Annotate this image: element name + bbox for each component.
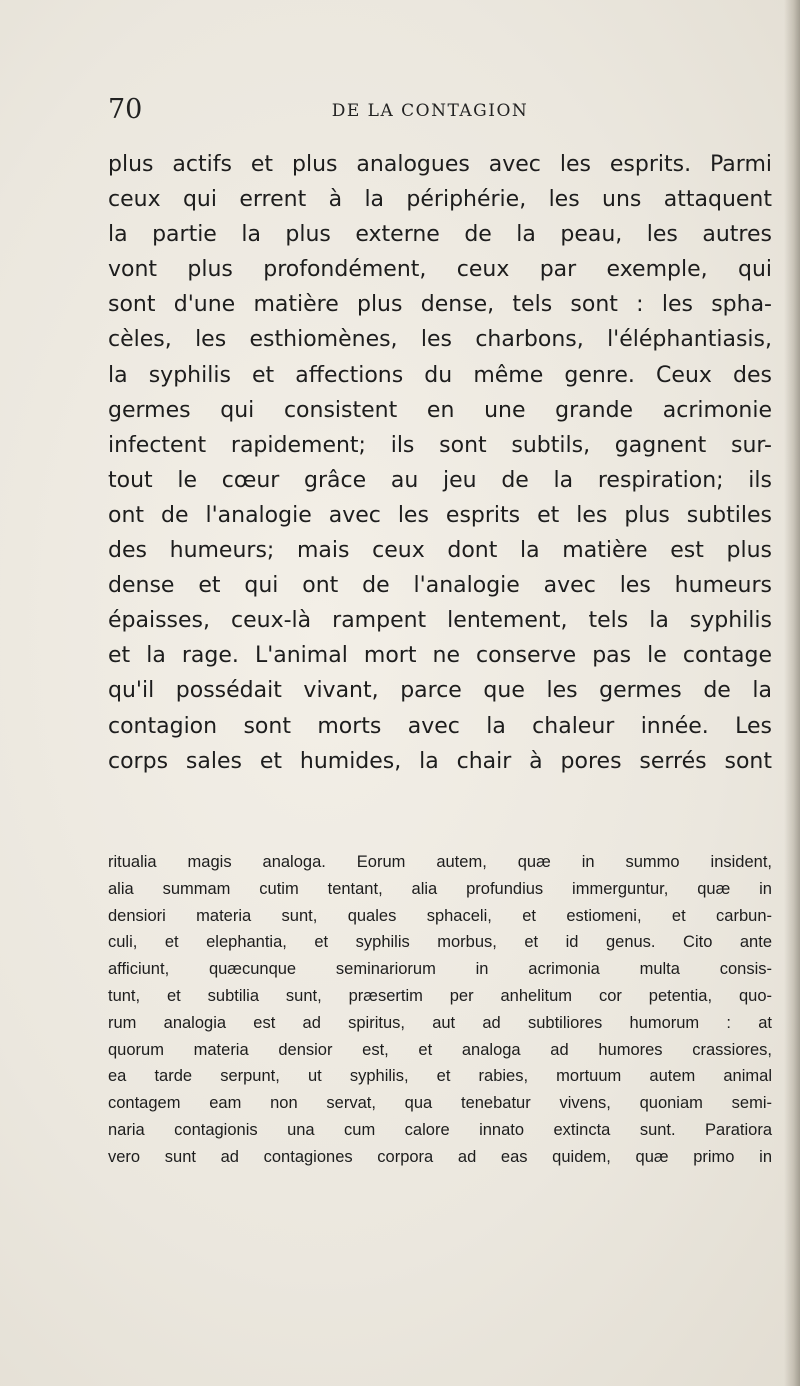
french-line: germes qui consistent en une grande acrimonie [108,397,772,423]
french-translation-block [108,147,772,779]
french-line: épaisses, ceux-là rampent lentement, tels la syphilis [108,608,772,634]
latin-line: ritualia magis analoga. Eorum autem, quæ in summo insident, [108,853,772,871]
latin-line: quorum materia densior est, et analoga ad humores crassiores, [108,1040,772,1059]
french-line: sont d'une matière plus dense, tels sont : les spha- [108,292,772,318]
latin-line: alia summam cutim tentant, alia profundius immerguntur, quæ in [108,879,772,898]
french-line: tout le cœur grâce au jeu de la respiration; ils [108,467,772,493]
french-line: la syphilis et affections du même genre. Ceux des [108,362,772,388]
french-line: corps sales et humides, la chair à pores serrés sont [108,748,772,774]
latin-footnote-block [108,849,772,1171]
latin-line: rum analogia est ad spiritus, aut ad subtiliores humorum : at [108,1013,772,1032]
french-line: vont plus profondément, ceux par exemple, qui [108,257,772,283]
french-line: ceux qui errent à la périphérie, les uns attaquent [108,187,772,213]
latin-line: tunt, et subtilia sunt, præsertim per anhelitum cor petentia, quo- [108,986,772,1005]
french-line: la partie la plus externe de la peau, les autres [108,222,772,248]
french-line: qu'il possédait vivant, parce que les germes de la [108,678,772,704]
french-line: et la rage. L'animal mort ne conserve pas le contage [108,643,772,669]
latin-line: naria contagionis una cum calore innato extincta sunt. Paratiora [108,1120,772,1139]
french-line: infectent rapidement; ils sont subtils, gagnent sur- [108,432,772,458]
french-line: dense et qui ont de l'analogie avec les humeurs [108,573,772,599]
latin-line: afficiunt, quæcunque seminariorum in acrimonia multa consis- [108,960,772,979]
page-number: 70 [108,94,143,125]
french-line: contagion sont morts avec la chaleur innée. Les [108,713,772,739]
running-head [108,94,772,130]
page-edge-shadow [784,0,800,1386]
french-line: cèles, les esthiomènes, les charbons, l'éléphantiasis, [108,327,772,353]
running-title: DE LA CONTAGION [331,101,529,121]
latin-line: culi, et elephantia, et syphilis morbus, et id genus. Cito ante [108,933,772,952]
latin-line: densiori materia sunt, quales sphaceli, et estiomeni, et carbun- [108,906,772,925]
french-line: des humeurs; mais ceux dont la matière est plus [108,538,772,564]
latin-line: contagem eam non servat, qua tenebatur vivens, quoniam semi- [108,1094,772,1113]
latin-line: vero sunt ad contagiones corpora ad eas quidem, quæ primo in [108,1147,772,1166]
french-line: ont de l'analogie avec les esprits et les plus subtiles [108,502,772,528]
latin-line: ea tarde serpunt, ut syphilis, et rabies, mortuum autem animal [108,1067,772,1086]
french-line: plus actifs et plus analogues avec les esprits. Parmi [108,152,772,177]
